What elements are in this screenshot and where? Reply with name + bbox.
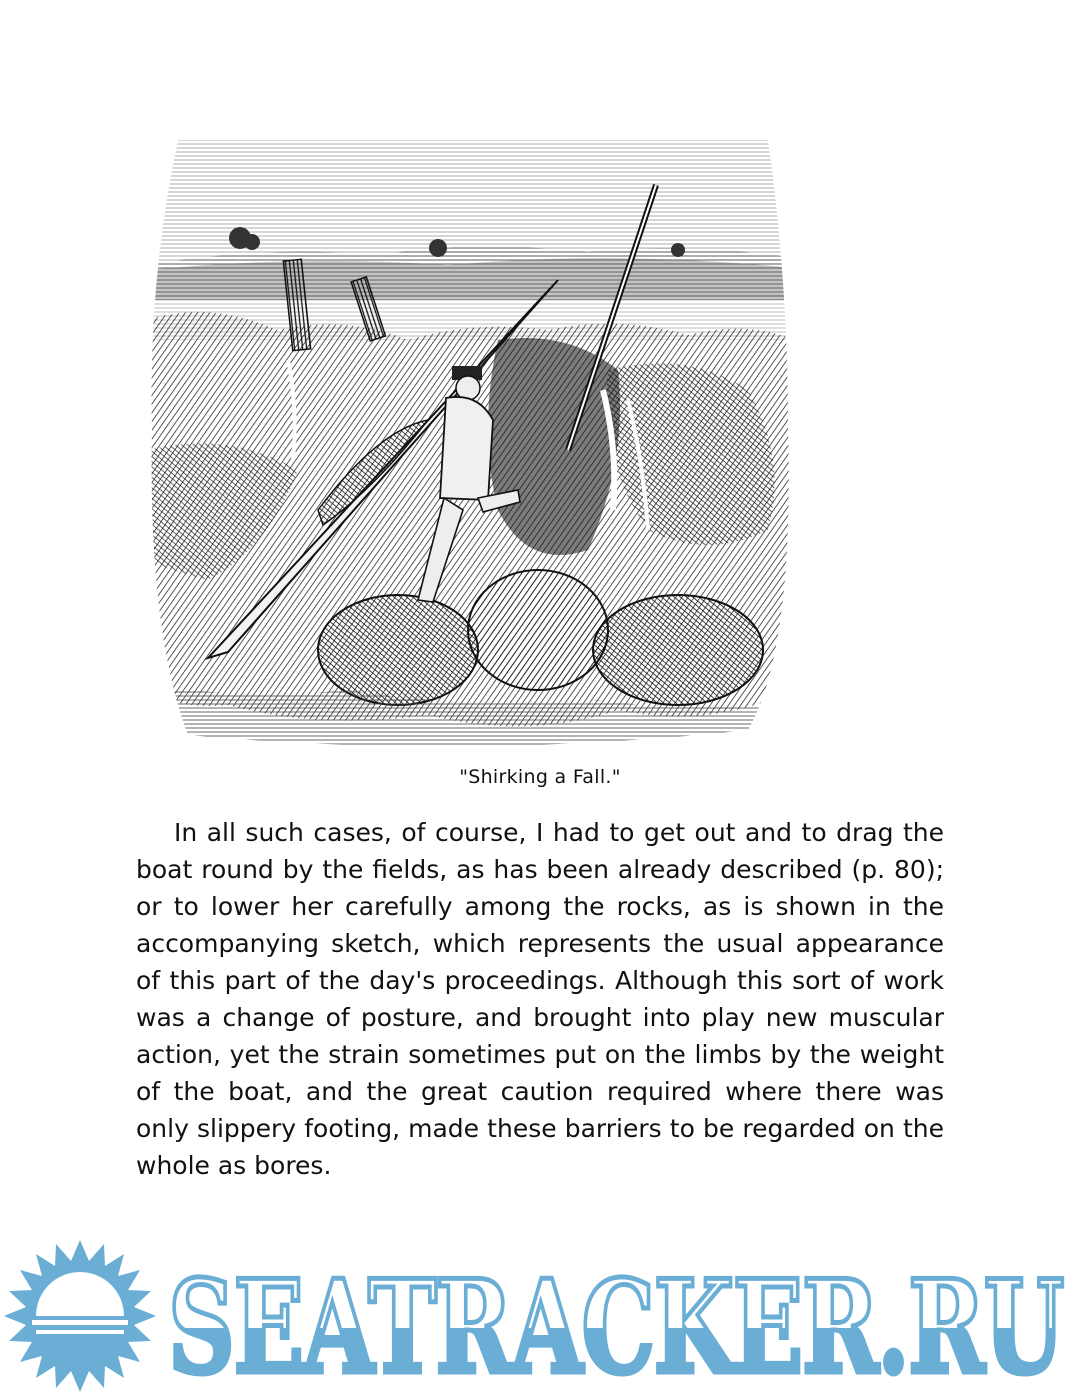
watermark-logo <box>0 1236 1080 1397</box>
watermark-text: SEATRACKER.RU <box>168 1253 1063 1397</box>
body-paragraph: In all such cases, of course, I had to get out and to drag the boat round by the fields, as has been already described (p. 80); or to lower her carefully among the rocks, as is shown in the accompanying sketch, which represents the usual appearance of this part of the day's proceedings. Although this sort of work was a change of posture, and brought into play new muscular action, yet the strain sometimes put on the limbs by the weight of the boat, and the great caution required where there was only slippery footing, made these barriers to be regarded on the whole as bores. <box>136 818 944 1180</box>
engraving-illustration <box>148 130 794 752</box>
illustration-caption: "Shirking a Fall." <box>459 766 621 788</box>
sun-icon <box>4 1240 156 1392</box>
